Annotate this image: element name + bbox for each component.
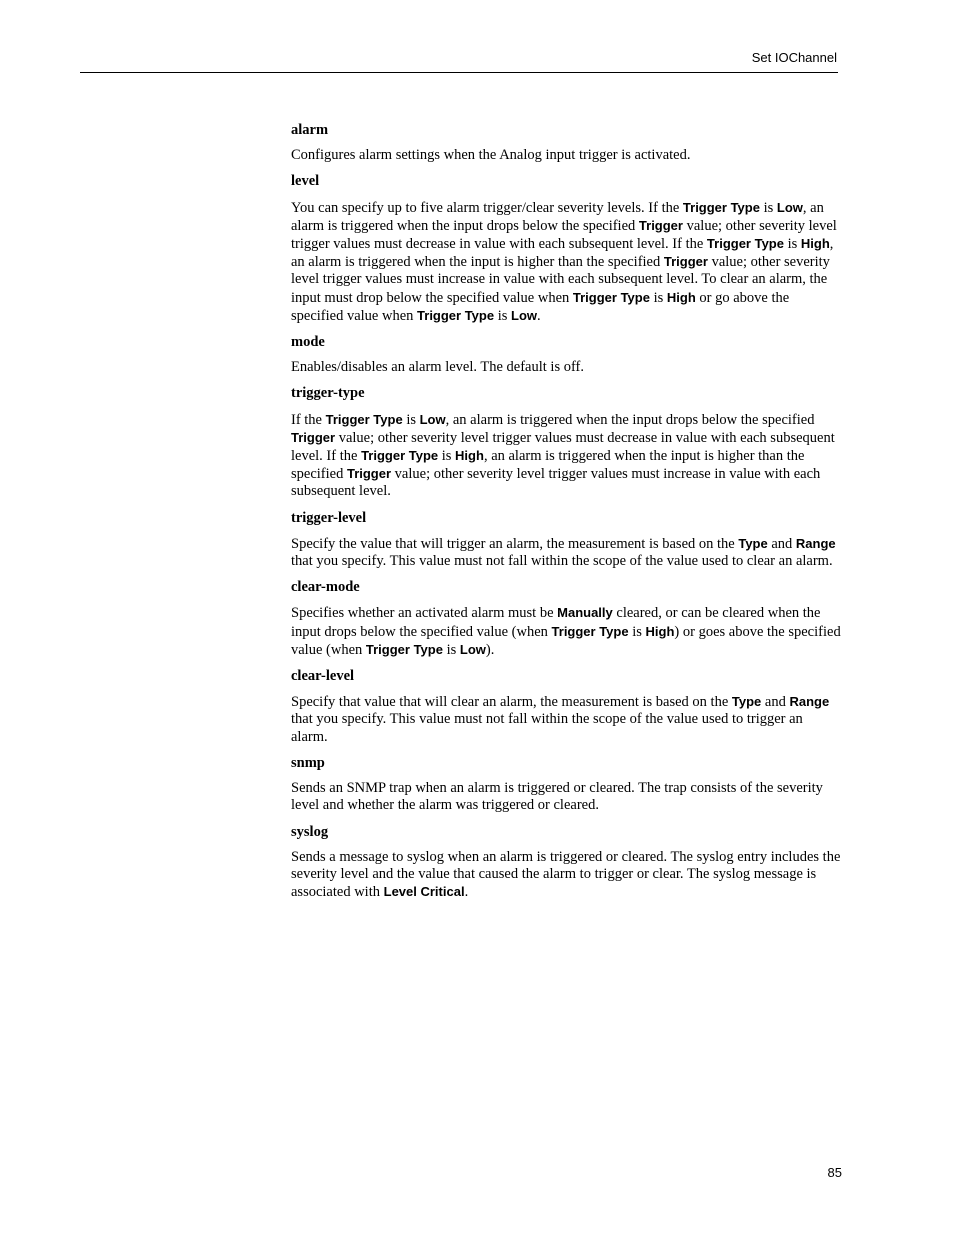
term-clear-level: clear-level xyxy=(291,668,355,685)
ui-term: High xyxy=(800,236,830,252)
term-clear-mode: clear-mode xyxy=(291,579,360,596)
ui-term: Trigger Type xyxy=(682,199,760,215)
ui-term: Level Critical xyxy=(383,884,465,900)
ui-term: Type xyxy=(738,535,768,551)
term-level: level xyxy=(291,173,320,190)
ui-term: Low xyxy=(776,199,803,215)
desc-syslog: Sends a message to syslog when an alarm is triggered or cleared. The syslog entry includes the severity level and the value that caused the alarm to trigger or clear. The syslog message is associated with Level Critical. xyxy=(291,848,841,901)
ui-term: Trigger Type xyxy=(572,289,650,305)
ui-term: Trigger xyxy=(663,254,708,270)
term-syslog: syslog xyxy=(291,823,329,840)
ui-term: Trigger Type xyxy=(706,236,784,252)
desc-snmp: Sends an SNMP trap when an alarm is triggered or cleared. The trap consists of the severity level and whether the alarm was triggered or cleared. xyxy=(291,780,823,814)
term-alarm: alarm xyxy=(291,122,329,138)
ui-term: Trigger Type xyxy=(417,307,495,323)
ui-term: Low xyxy=(419,411,446,427)
ui-term: High xyxy=(666,289,696,305)
desc-clear-level: Specify that value that will clear an alarm, the measurement is based on the Type and Range that you specify. This value must not fall within the scope of the value used to trigger an alarm. xyxy=(291,694,830,745)
page-number: 85 xyxy=(827,1165,842,1180)
ui-term: Type xyxy=(731,694,762,710)
ui-term: Low xyxy=(459,641,486,657)
ui-term: Range xyxy=(789,694,830,710)
ui-term: Trigger Type xyxy=(551,623,629,639)
desc-trigger-type: If the Trigger Type is Low, an alarm is triggered when the input drops below the specified Trigger value; other severity level trigger values must decrease in value with each subsequent level. If the Trigger Type is High, an alarm is triggered when the input is higher than the specified Trigger value; other severity level trigger values must increase in value with each subsequent level. xyxy=(291,411,835,500)
ui-term: Trigger xyxy=(291,429,336,445)
ui-term: Low xyxy=(511,307,538,323)
desc-level: You can specify up to five alarm trigger/clear severity levels. If the Trigger Type is Low, an alarm is triggered when the input drops below the specified Trigger value; other severity level trigger values must decrease in value with each subsequent level. If the Trigger Type is High, an alarm is triggered when the input is higher than the specified Trigger value; other severity level trigger values must increase in value with each subsequent level. To clear an alarm, the input must drop below the specified value when Trigger Type is High or go above the specified value when Trigger Type is Low. xyxy=(291,199,837,324)
header-rule xyxy=(80,72,838,73)
ui-term: Range xyxy=(795,535,836,551)
desc-clear-mode: Specifies whether an activated alarm must be Manually cleared, or can be cleared when the input drops below the specified value (when Trigger Type is High) or goes above the specified value (when Trigger Type is Low). xyxy=(291,605,841,658)
ui-term: Trigger xyxy=(346,466,392,482)
ui-term: Trigger Type xyxy=(361,448,439,464)
ui-term: Trigger xyxy=(638,217,683,233)
parameter-list xyxy=(291,122,841,910)
term-mode: mode xyxy=(291,334,325,351)
term-trigger-type: trigger-type xyxy=(291,385,365,402)
ui-term: Manually xyxy=(557,605,613,621)
desc-trigger-level: Specify the value that will trigger an alarm, the measurement is based on the Type and Range that you specify. This value must not fall within the scope of the value used to clear an alarm. xyxy=(291,535,836,570)
running-header: Set IOChannel xyxy=(751,50,837,65)
ui-term: Trigger Type xyxy=(365,641,443,657)
desc-alarm: Configures alarm settings when the Analog input trigger is activated. xyxy=(291,147,691,164)
term-snmp: snmp xyxy=(291,754,325,771)
desc-mode: Enables/disables an alarm level. The default is off. xyxy=(291,359,584,376)
ui-term: Trigger Type xyxy=(325,411,403,427)
ui-term: High xyxy=(455,448,484,464)
ui-term: High xyxy=(645,623,675,639)
term-trigger-level: trigger-level xyxy=(291,509,367,526)
